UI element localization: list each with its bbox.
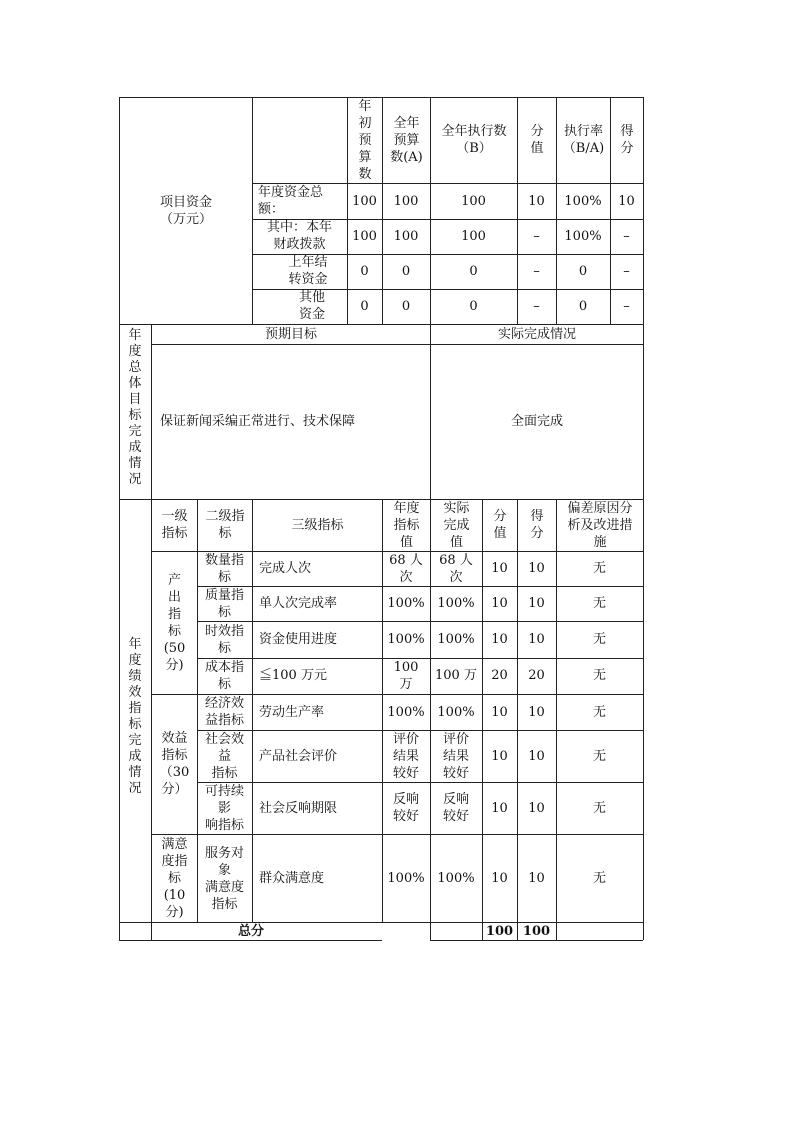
perf-level3: 产品社会评价 <box>259 749 338 764</box>
perf-header-target: 年度 指标 值 <box>393 501 420 550</box>
funds-cell: 0 <box>469 264 478 279</box>
perf-level2: 时效指 标 <box>204 624 244 656</box>
perf-note: 无 <box>592 632 606 647</box>
perf-level3: 社会反响期限 <box>259 801 338 816</box>
perf-target: 100% <box>387 632 425 647</box>
perf-score: 10 <box>528 705 545 720</box>
funds-cell: – <box>533 299 540 314</box>
perf-header-level1: 一级 指标 <box>161 509 188 541</box>
total-label: 总分 <box>237 924 264 939</box>
perf-actual: 100% <box>437 596 475 611</box>
perf-points: 10 <box>491 871 508 886</box>
funds-row-label-carryover: 上年结 转资金 <box>288 255 328 287</box>
table-line <box>119 324 643 325</box>
perf-score: 10 <box>528 596 545 611</box>
funds-cell: 0 <box>469 299 478 314</box>
perf-score: 10 <box>528 749 545 764</box>
table-line <box>252 499 253 922</box>
perf-level3: 劳动生产率 <box>259 705 325 720</box>
total-points: 100 <box>485 924 514 939</box>
total-score: 100 <box>522 924 551 939</box>
table-line <box>151 344 643 345</box>
perf-actual: 100% <box>437 871 475 886</box>
perf-actual: 100% <box>437 632 475 647</box>
funds-cell: – <box>623 229 630 244</box>
funds-cell: 100% <box>564 229 602 244</box>
goals-actual-header: 实际完成情况 <box>497 327 576 342</box>
perf-note: 无 <box>592 668 606 683</box>
goals-expected-header: 预期目标 <box>264 327 317 342</box>
funds-row-label-fiscal: 其中：本年 财政拨款 <box>266 220 332 252</box>
perf-level2: 成本指 标 <box>204 660 244 692</box>
table-line <box>252 97 253 324</box>
perf-header-points: 分 值 <box>493 509 507 541</box>
funds-cell: 0 <box>578 264 588 279</box>
perf-note: 无 <box>592 749 606 764</box>
perf-level3: 单人次完成率 <box>259 596 338 611</box>
perf-points: 10 <box>491 705 508 720</box>
funds-cell: 100 <box>352 229 377 244</box>
perf-actual: 反响 较好 <box>442 792 469 824</box>
perf-target: 100% <box>387 705 425 720</box>
perf-score: 20 <box>528 668 545 683</box>
perf-points: 10 <box>491 596 508 611</box>
perf-level2: 经济效 益指标 <box>204 696 244 728</box>
funds-row-label: 项目资金 （万元） <box>159 195 212 227</box>
goals-side-label: 年度总体目标完成情况 <box>128 328 142 487</box>
perf-level3: 群众满意度 <box>259 871 325 886</box>
perf-target: 评价 结果 较好 <box>392 732 419 781</box>
perf-points: 20 <box>491 668 508 683</box>
funds-cell: 0 <box>578 299 588 314</box>
perf-points: 10 <box>491 749 508 764</box>
perf-points: 10 <box>491 801 508 816</box>
performance-side-label: 年度绩效指标完成情况 <box>128 637 142 796</box>
table-line <box>119 940 382 941</box>
perf-group-benefit: 效益 指标 （30 分） <box>159 731 190 797</box>
perf-level2: 数量指 标 <box>204 553 244 585</box>
perf-level2: 质量指 标 <box>204 588 244 620</box>
funds-header-points: 分 值 <box>530 124 544 156</box>
perf-header-deviation: 偏差原因分 析及改进措 施 <box>567 501 633 550</box>
table-line <box>197 621 643 622</box>
perf-level3: 完成人次 <box>259 561 312 576</box>
funds-header-executed: 全年执行数 （B） <box>441 124 507 156</box>
perf-level3: ≦100 万元 <box>259 668 327 683</box>
funds-row-label-total: 年度资金总 额： <box>258 185 324 217</box>
table-line <box>151 834 643 835</box>
funds-header-score: 得 分 <box>620 124 634 156</box>
perf-target: 68 人 次 <box>389 553 423 585</box>
perf-actual: 100 万 <box>435 668 477 683</box>
perf-target: 100 万 <box>393 660 419 692</box>
perf-target: 反响 较好 <box>392 792 419 824</box>
funds-cell: 100 <box>393 229 419 244</box>
perf-level2: 服务对 象 满意度 指标 <box>204 846 244 912</box>
funds-cell: 100% <box>564 194 602 209</box>
table-line <box>197 586 643 587</box>
perf-score: 10 <box>528 801 545 816</box>
funds-cell: – <box>533 229 540 244</box>
perf-score: 10 <box>528 561 545 576</box>
perf-note: 无 <box>592 596 606 611</box>
funds-cell: – <box>623 264 630 279</box>
funds-cell: – <box>623 299 630 314</box>
funds-cell: 100 <box>461 194 486 209</box>
funds-row-label-other: 其他 资金 <box>298 290 325 322</box>
funds-cell: 10 <box>618 194 635 209</box>
table-line <box>197 782 643 783</box>
perf-target: 100% <box>387 871 425 886</box>
perf-score: 10 <box>528 871 545 886</box>
perf-header-level3: 三级指标 <box>291 518 344 533</box>
funds-header-rate: 执行率 （B/A) <box>562 124 605 156</box>
funds-cell: 0 <box>401 299 411 314</box>
funds-cell: – <box>533 264 540 279</box>
funds-cell: 10 <box>528 194 545 209</box>
perf-note: 无 <box>592 561 606 576</box>
funds-cell: 100 <box>352 194 377 209</box>
perf-actual: 68 人 次 <box>439 553 473 585</box>
funds-header-initial-budget: 年 初 预 算 数 <box>358 99 372 182</box>
perf-group-output: 产 出 指 标 (50 分) <box>163 573 186 673</box>
perf-target: 100% <box>387 596 425 611</box>
perf-actual: 评价 结果 较好 <box>442 732 469 781</box>
perf-level2: 可持续 影 响指标 <box>204 784 244 833</box>
perf-score: 10 <box>528 632 545 647</box>
funds-header-annual-budget: 全年 预算 数(A) <box>390 116 423 165</box>
perf-header-level2: 二级指 标 <box>205 509 245 541</box>
perf-note: 无 <box>592 871 606 886</box>
perf-points: 10 <box>491 561 508 576</box>
table-line <box>430 940 643 941</box>
table-line <box>643 97 644 940</box>
perf-level2: 社会效 益 指标 <box>204 732 244 781</box>
funds-cell: 0 <box>360 264 369 279</box>
perf-header-score: 得 分 <box>530 509 544 541</box>
perf-points: 10 <box>491 632 508 647</box>
perf-header-actual: 实际 完成 值 <box>443 501 470 550</box>
funds-cell: 100 <box>393 194 419 209</box>
funds-cell: 100 <box>461 229 486 244</box>
perf-note: 无 <box>592 801 606 816</box>
perf-note: 无 <box>592 705 606 720</box>
perf-actual: 100% <box>437 705 475 720</box>
goals-actual-text: 全面完成 <box>510 414 563 429</box>
funds-cell: 0 <box>360 299 369 314</box>
perf-level3: 资金使用进度 <box>259 632 338 647</box>
goals-expected-text: 保证新闻采编正常进行、技术保障 <box>160 414 356 429</box>
funds-cell: 0 <box>401 264 411 279</box>
perf-group-satisfaction: 满意 度指 标 (10 分) <box>161 837 188 920</box>
